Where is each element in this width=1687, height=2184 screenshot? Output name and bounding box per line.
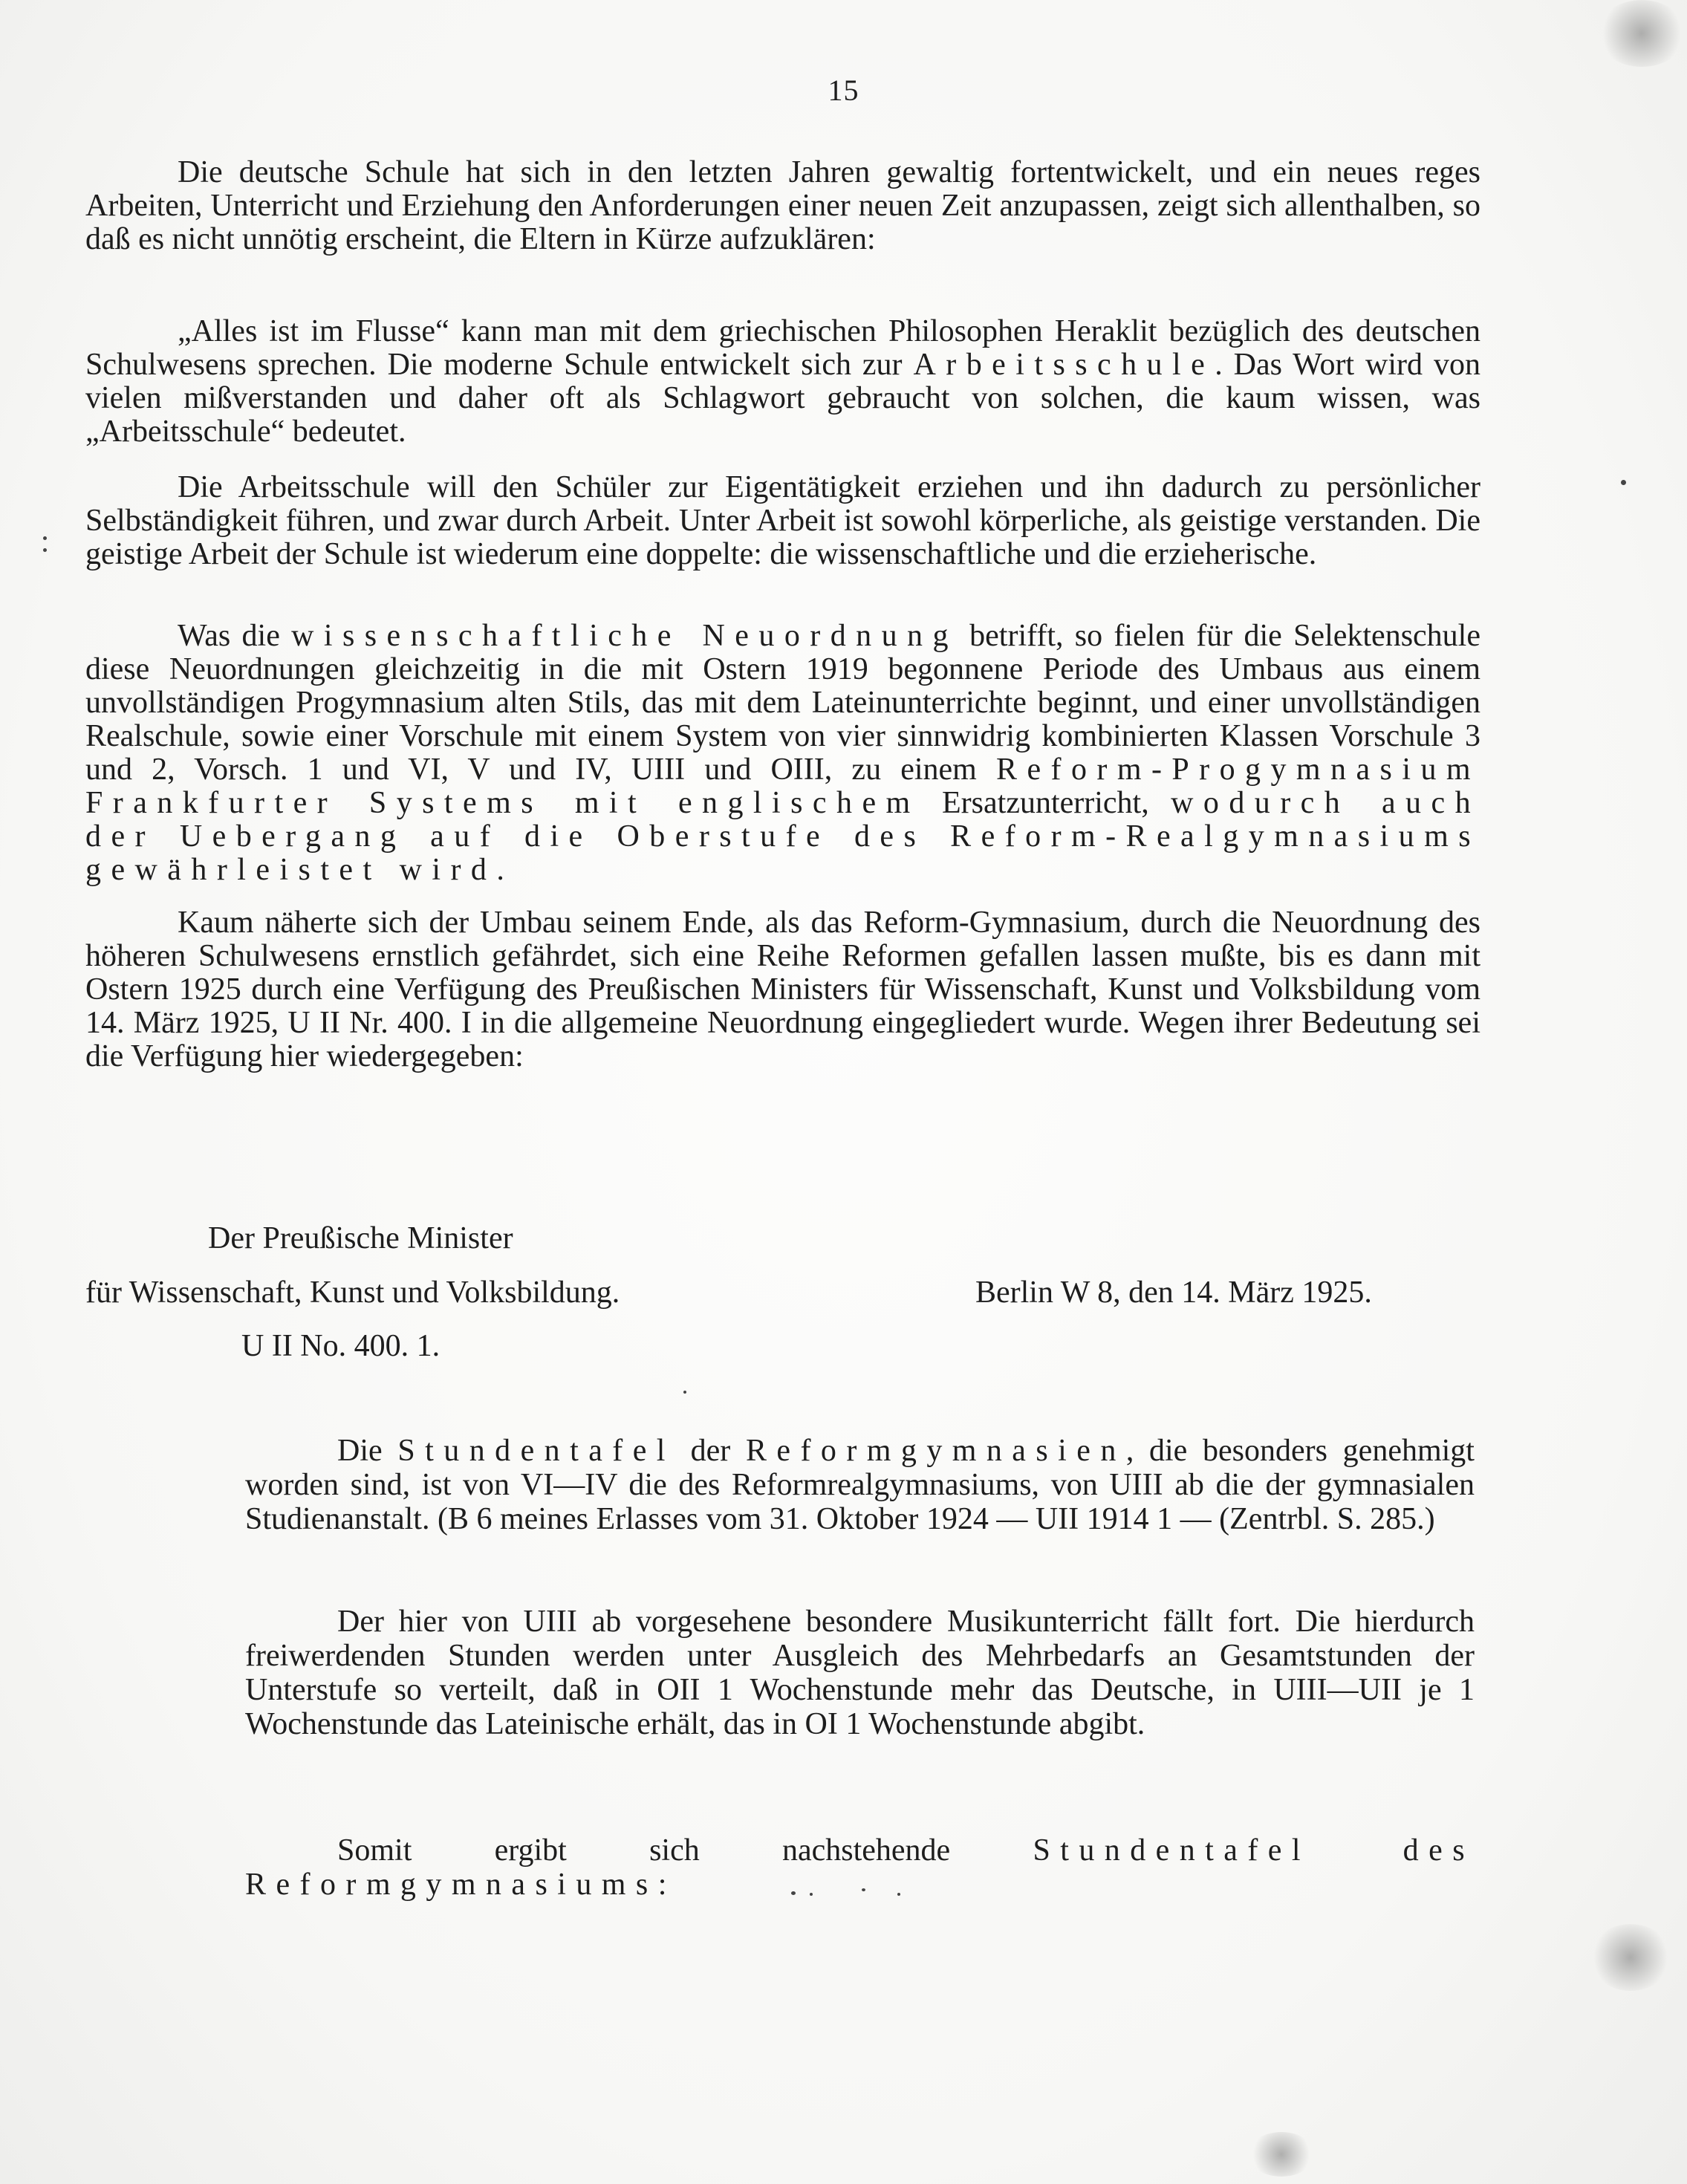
decree-sender-line-2: für Wissenschaft, Kunst und Volksbildung. (85, 1275, 620, 1310)
decree-paragraph-2 (245, 1605, 1475, 1741)
scan-speck (43, 536, 47, 540)
text-run: der (675, 1434, 746, 1468)
text-run: Die (337, 1434, 398, 1468)
paragraph-text (85, 471, 1480, 571)
emphasized-text: Stundentafel (397, 1434, 675, 1468)
decree-paragraph-1 (245, 1434, 1475, 1536)
body-paragraph-3 (85, 471, 1480, 571)
scan-speck (1621, 480, 1626, 485)
text-run: Was die (178, 619, 292, 653)
body-paragraph-5 (85, 906, 1480, 1073)
scan-smudge (1597, 0, 1686, 67)
text-run: . Das Wort wird von vielen mißverstanden und daher oft als Schlagwort gebraucht von solchen, die kaum wissen, was „Arbeitsschule“ bedeutet. (85, 348, 1480, 449)
decree-reference: U II No. 400. 1. (241, 1329, 441, 1363)
paragraph-text (245, 1434, 1475, 1536)
emphasized-text: wodurch auch der Uebergang auf die Oberstufe des Reform-Realgymnasiums gewährleistet wird (85, 786, 1481, 887)
emphasized-text: wissenschaftliche Neuordnung (291, 619, 958, 653)
text-run: Die Arbeitsschule will den Schüler zur Eigentätigkeit erziehen und ihn dadurch zu persönlicher Selbständigkeit führen, und zwar durch Arbeit. Unter Arbeit ist sowohl körperliche, als geistige verstanden. Die geistige Arbeit der Schule ist wiederum eine doppelte: die wissenschaftliche und die erzieherische. (85, 470, 1480, 571)
scan-speck (810, 1893, 813, 1896)
text-run: Kaum näherte sich der Umbau seinem Ende, als das Reform-Gymnasium, durch die Neuordnung des höheren Schulwesens ernstlich gefährdet, sich eine Reihe Reformen gefallen lassen mußte, bis es dann mit Ostern 1925 durch eine Verfügung des Preußischen Ministers für Wissenschaft, Kunst und Volksbildung vom 14. März 1925, U II Nr. 400. I in die allgemeine Neuordnung eingegliedert wurde. Wegen ihrer Bedeutung sei die Verfügung hier wiedergegeben: (85, 906, 1480, 1073)
paragraph-text (85, 156, 1480, 256)
emphasized-text: Arbeitsschule (913, 348, 1215, 382)
scan-speck (791, 1891, 796, 1895)
text-run: Somit ergibt sich nachstehende (337, 1833, 1033, 1868)
scan-smudge (1590, 1924, 1671, 1991)
scan-speck (862, 1888, 865, 1891)
body-paragraph-4 (85, 620, 1480, 887)
paragraph-text (85, 315, 1480, 449)
body-paragraph-1 (85, 156, 1480, 256)
scan-speck (683, 1391, 686, 1394)
text-run: : (657, 1868, 667, 1902)
text-run: Ersatzunterricht, (920, 786, 1171, 820)
emphasized-text: Reformgymnasien (745, 1434, 1126, 1468)
paragraph-text (85, 906, 1480, 1073)
text-run: Die deutsche Schule hat sich in den letzten Jahren gewaltig fortentwickelt, und ein neues reges Arbeiten, Unterricht und Erziehung den Anforderungen einer neuen Zeit anzupassen, zeigt sich allenthalben, so daß es nicht unnötig erscheint, die Eltern in Kürze aufzuklären: (85, 155, 1480, 256)
text-run: . (496, 853, 504, 887)
scan-smudge (1248, 2132, 1315, 2177)
scan-speck (897, 1893, 900, 1896)
body-paragraph-2 (85, 315, 1480, 449)
scan-speck (43, 548, 47, 552)
decree-sender-line-1: Der Preußische Minister (208, 1221, 513, 1255)
paragraph-text (85, 620, 1480, 887)
text-run: „Alles ist im Flusse“ kann man mit dem griechischen Philosophen Heraklit bezüglich des deutschen Schulwesens sprechen. Die moderne Schule entwickelt sich zur (85, 314, 1480, 382)
paragraph-text (245, 1605, 1475, 1741)
decree-paragraph-3 (245, 1833, 1475, 1902)
text-run: betrifft, so fielen für die Selektenschule diese Neuordnungen gleichzeitig in die mit Ostern 1919 begonnene Periode des Umbaus aus einem unvollständigen Progymnasium alten Stils, das mit dem Lateinunterrichte beginnt, und einer unvollständigen Realschule, sowie einer Vorschule mit einem System von vier sinnwidrig kombinierten Klassen Vorschule 3 und 2, Vorsch. 1 und VI, V und IV, UIII und OIII, zu einem (85, 619, 1480, 787)
emphasized-text: Reform-Progymnasium Frankfurter Systems mit englischem (85, 753, 1480, 820)
emphasized-text: Stundentafel des Reformgymnasiums (245, 1833, 1475, 1902)
page-number: 15 (828, 74, 859, 107)
text-run: , die besonders genehmigt worden sind, ist von VI—IV die des Reformrealgymnasiums, von UIII ab die der gymnasialen Studienanstalt. (B 6 meines Erlasses vom 31. Oktober 1924 — UII 1914 1 — (Zentrbl. S. 285.) (245, 1434, 1475, 1536)
text-run: Der hier von UIII ab vorgesehene besondere Musikunterricht fällt fort. Die hierdurch freiwerdenden Stunden werden unter Ausgleich des Mehrbedarfs an Gesamtstunden der Unterstufe so verteilt, daß in OII 1 Wochenstunde mehr das Deutsche, in UIII—UII je 1 Wochenstunde das Lateinische erhält, das in OI 1 Wochenstunde abgibt. (245, 1605, 1475, 1741)
decree-place-date: Berlin W 8, den 14. März 1925. (975, 1275, 1372, 1310)
paragraph-text (245, 1833, 1475, 1902)
